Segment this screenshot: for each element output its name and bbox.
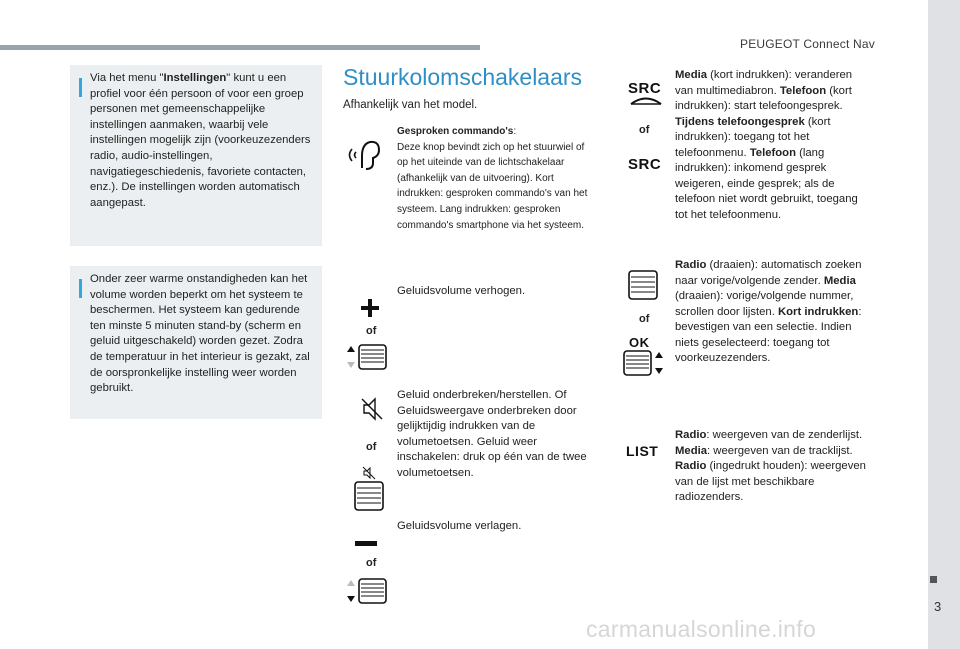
or-label: of (639, 313, 650, 325)
voice-command-icon (346, 136, 386, 172)
section-title: Stuurkolomschakelaars (343, 64, 583, 90)
src-icon: SRC (628, 80, 662, 97)
list-desc: Radio: weergeven van de zenderlijst. Media: weergeven van de tracklijst. Radio (ingedrukt houden): weergeven van de lijst met beschikbare radiozenders. (675, 429, 866, 503)
info-note-temperature (70, 266, 322, 419)
scroll-wheel-icon (628, 270, 658, 300)
watermark: carmanualsonline.info (586, 616, 817, 642)
or-label: of (639, 124, 650, 136)
note1-text: Via het menu "Instellingen" kunt u een profiel voor één persoon of voor een groep personen met gemeenschappelijke instellingen aanmaken, waarbij vele instellingen mogelijk zijn (voorkeuzezenders radio, audio-instellingen, navigatiegeschiedenis, favoriete contacten, enz.). De instellingen worden automatisch aangepast. (90, 72, 311, 209)
volume-down-desc: Geluidsvolume verlagen. (397, 520, 522, 532)
scroll-wheel-icon (354, 481, 384, 511)
volume-up-desc: Geluidsvolume verhogen. (397, 285, 526, 297)
mute-small-icon (362, 466, 376, 480)
header-rule (0, 45, 480, 50)
note-text-temperature: Onder zeer warme onstandigheden kan het volume worden beperkt om het systeem te beschermen. Het systeem kan gedurende ten minste 5 minuten stand-by (scherm en geluid uitgeschakeld) worden gezet. Zodra de temperatuur in het interieur is gezakt, zal de oorspronkelijke instelling weer worden gebruikt. (90, 273, 310, 395)
scroll-wheel-up-icon (346, 344, 388, 370)
mute-desc: Geluid onderbreken/herstellen. Of Geluidsweergave onderbreken door gelijktijdig indrukken van de volumetoetsen. Geluid weer inschakelen: druk op één van de twee volumetoetsen. (397, 389, 587, 479)
end-of-section-marker (930, 576, 937, 583)
scroll-wheel-down-icon (346, 578, 388, 604)
mute-icon (359, 396, 385, 422)
list-icon: LIST (626, 443, 659, 459)
section-subtitle: Afhankelijk van het model. (343, 99, 478, 111)
or-label: of (366, 325, 377, 337)
plus-icon (360, 298, 380, 318)
voice-command-desc: Gesproken commando's: Deze knop bevindt zich op het stuurwiel of op het uiteinde van de lichtschakelaar (afhankelijk van de uitvoering). Kort indrukken: gesproken commando's van het systeem. Lang indrukken: gesproken commando's smartphone via het systeem. (397, 126, 588, 231)
note-text-settings (90, 71, 314, 211)
src-icon: SRC (628, 156, 662, 173)
src-desc: Media (kort indrukken): veranderen van multimediabron. Telefoon (kort indrukken): start telefoongesprek. Tijdens telefoongesprek (kort indrukken): toegang tot het telefoonmenu. Telefoon (lang indrukken): inkomend gesprek weigeren, einde gesprek; als de telefoon niet wordt gebruikt, toegang tot het telefoonmenu. (675, 69, 858, 221)
radio-desc: Radio (draaien): automatisch zoeken naar vorige/volgende zender. Media (draaien): vorige/volgende nummer, scrollen door lijsten. Kort indrukken: bevestigen van een selectie. Indien niets geselecteerd: toegang tot voorkeuzezenders. (675, 259, 862, 364)
or-label: of (366, 557, 377, 569)
voice-command-text: Deze knop bevindt zich op het stuurwiel of op het uiteinde van de lichtschakelaar (afhankelijk van de uitvoering). Kort indrukken: gesproken commando's van het systeem. Lang indrukken: gesproken commando's smartphone via het systeem. (397, 141, 588, 231)
info-note-settings (70, 65, 322, 246)
info-bar (79, 279, 82, 298)
voice-command-title: Gesproken commando's (397, 126, 514, 137)
phone-hangup-icon (630, 96, 662, 106)
info-bar (79, 78, 82, 97)
page-number: 3 (934, 599, 942, 614)
ok-icon: OK (629, 335, 650, 350)
scroll-wheel-updown-icon (623, 350, 665, 376)
side-strip (928, 0, 960, 649)
or-label: of (366, 441, 377, 453)
minus-icon (355, 541, 377, 547)
header-title: PEUGEOT Connect Nav (740, 37, 875, 51)
